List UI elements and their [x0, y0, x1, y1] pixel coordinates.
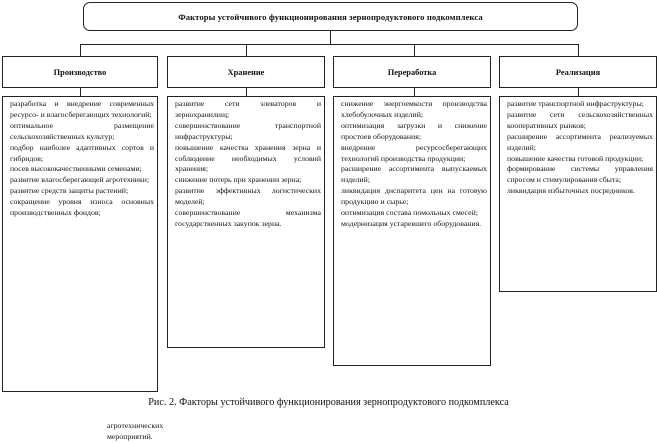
list-item: развитие сети элеваторов и зернохранилищ;: [175, 99, 321, 119]
category-storage-label: Хранение: [227, 67, 265, 77]
list-item: снижение потерь при хранении зерна;: [175, 175, 302, 185]
category-storage-box: [167, 56, 325, 88]
production-factors-box: [2, 96, 158, 392]
sales-factors-list: [507, 99, 653, 197]
list-item: развитие средств защиты растений;: [10, 186, 129, 196]
overflow-text: агротехнических мероприятий.: [107, 421, 164, 441]
list-item: оптимизация состава помольных смесей;: [341, 208, 478, 218]
list-item: формирование системы управления спросом и стимулирования сбыта;: [507, 164, 653, 185]
list-item: сокращение уровня износа основных производственных фондов;: [10, 197, 154, 218]
production-factors-list: [10, 99, 154, 219]
processing-factors-box: [333, 96, 491, 366]
storage-factors-list: [175, 99, 321, 230]
list-item: совершенствование механизма государственных закупок зерна.: [175, 208, 321, 228]
list-item: оптимальное размещение сельскохозяйственных культур;: [10, 120, 154, 141]
figure-caption: Рис. 2. Факторы устойчивого функционирования зернопродуктового подкомплекса: [148, 397, 509, 408]
list-item: ликвидация диспаритета цен на готовую продукцию и сырье;: [341, 186, 487, 207]
list-item: развитие сети сельскохозяйственных кооперативных рынков;: [507, 109, 653, 130]
list-item: повышение качества хранения зерна и соблюдение необходимых условий хранения;: [175, 142, 321, 174]
list-item: подбор наиболее адаптивных сортов и гибридов;: [10, 142, 154, 163]
processing-factors-list: [341, 99, 487, 230]
list-item: повышение качества готовой продукции;: [507, 153, 644, 163]
diagram-title: Факторы устойчивого функционирования зернопродуктового подкомплекса: [178, 11, 483, 22]
category-processing-label: Переработка: [387, 67, 437, 77]
list-item: посев высококачественными семенами;: [10, 164, 142, 174]
list-item: ликвидация избыточных посредников.: [507, 186, 635, 196]
category-sales-label: Реализация: [555, 67, 601, 77]
list-item: развитие влагосберегающей агротехники;: [10, 175, 150, 185]
list-item: расширение ассортимента реализуемых изделий;: [507, 131, 653, 152]
list-item: разработка и внедрение современных ресурсо- и влагосберегающих технологий;: [10, 99, 154, 119]
storage-factors-box: [167, 96, 325, 348]
list-item: развитие транспортной инфраструктуры;: [507, 99, 644, 108]
list-item: развитие эффективных логистических моделей;: [175, 186, 321, 207]
category-production-label: Производство: [53, 67, 107, 77]
category-sales-box: [499, 56, 657, 88]
list-item: оптимизация загрузки и снижение простоев оборудования;: [341, 120, 487, 141]
category-production-box: [2, 56, 158, 88]
category-processing-box: [333, 56, 491, 88]
sales-factors-box: [499, 96, 657, 292]
list-item: совершенствование транспортной инфраструктуры;: [175, 120, 321, 141]
diagram-title-box: [83, 2, 578, 31]
list-item: расширение ассортимента выпускаемых изделий;: [341, 164, 487, 185]
list-item: модернизация устаревшего оборудования.: [341, 218, 482, 228]
list-item: снижение энергоемкости производства хлебобулочных изделий;: [341, 99, 487, 119]
list-item: внедрение ресурсосберегающих технологий производства продукции;: [341, 142, 487, 163]
